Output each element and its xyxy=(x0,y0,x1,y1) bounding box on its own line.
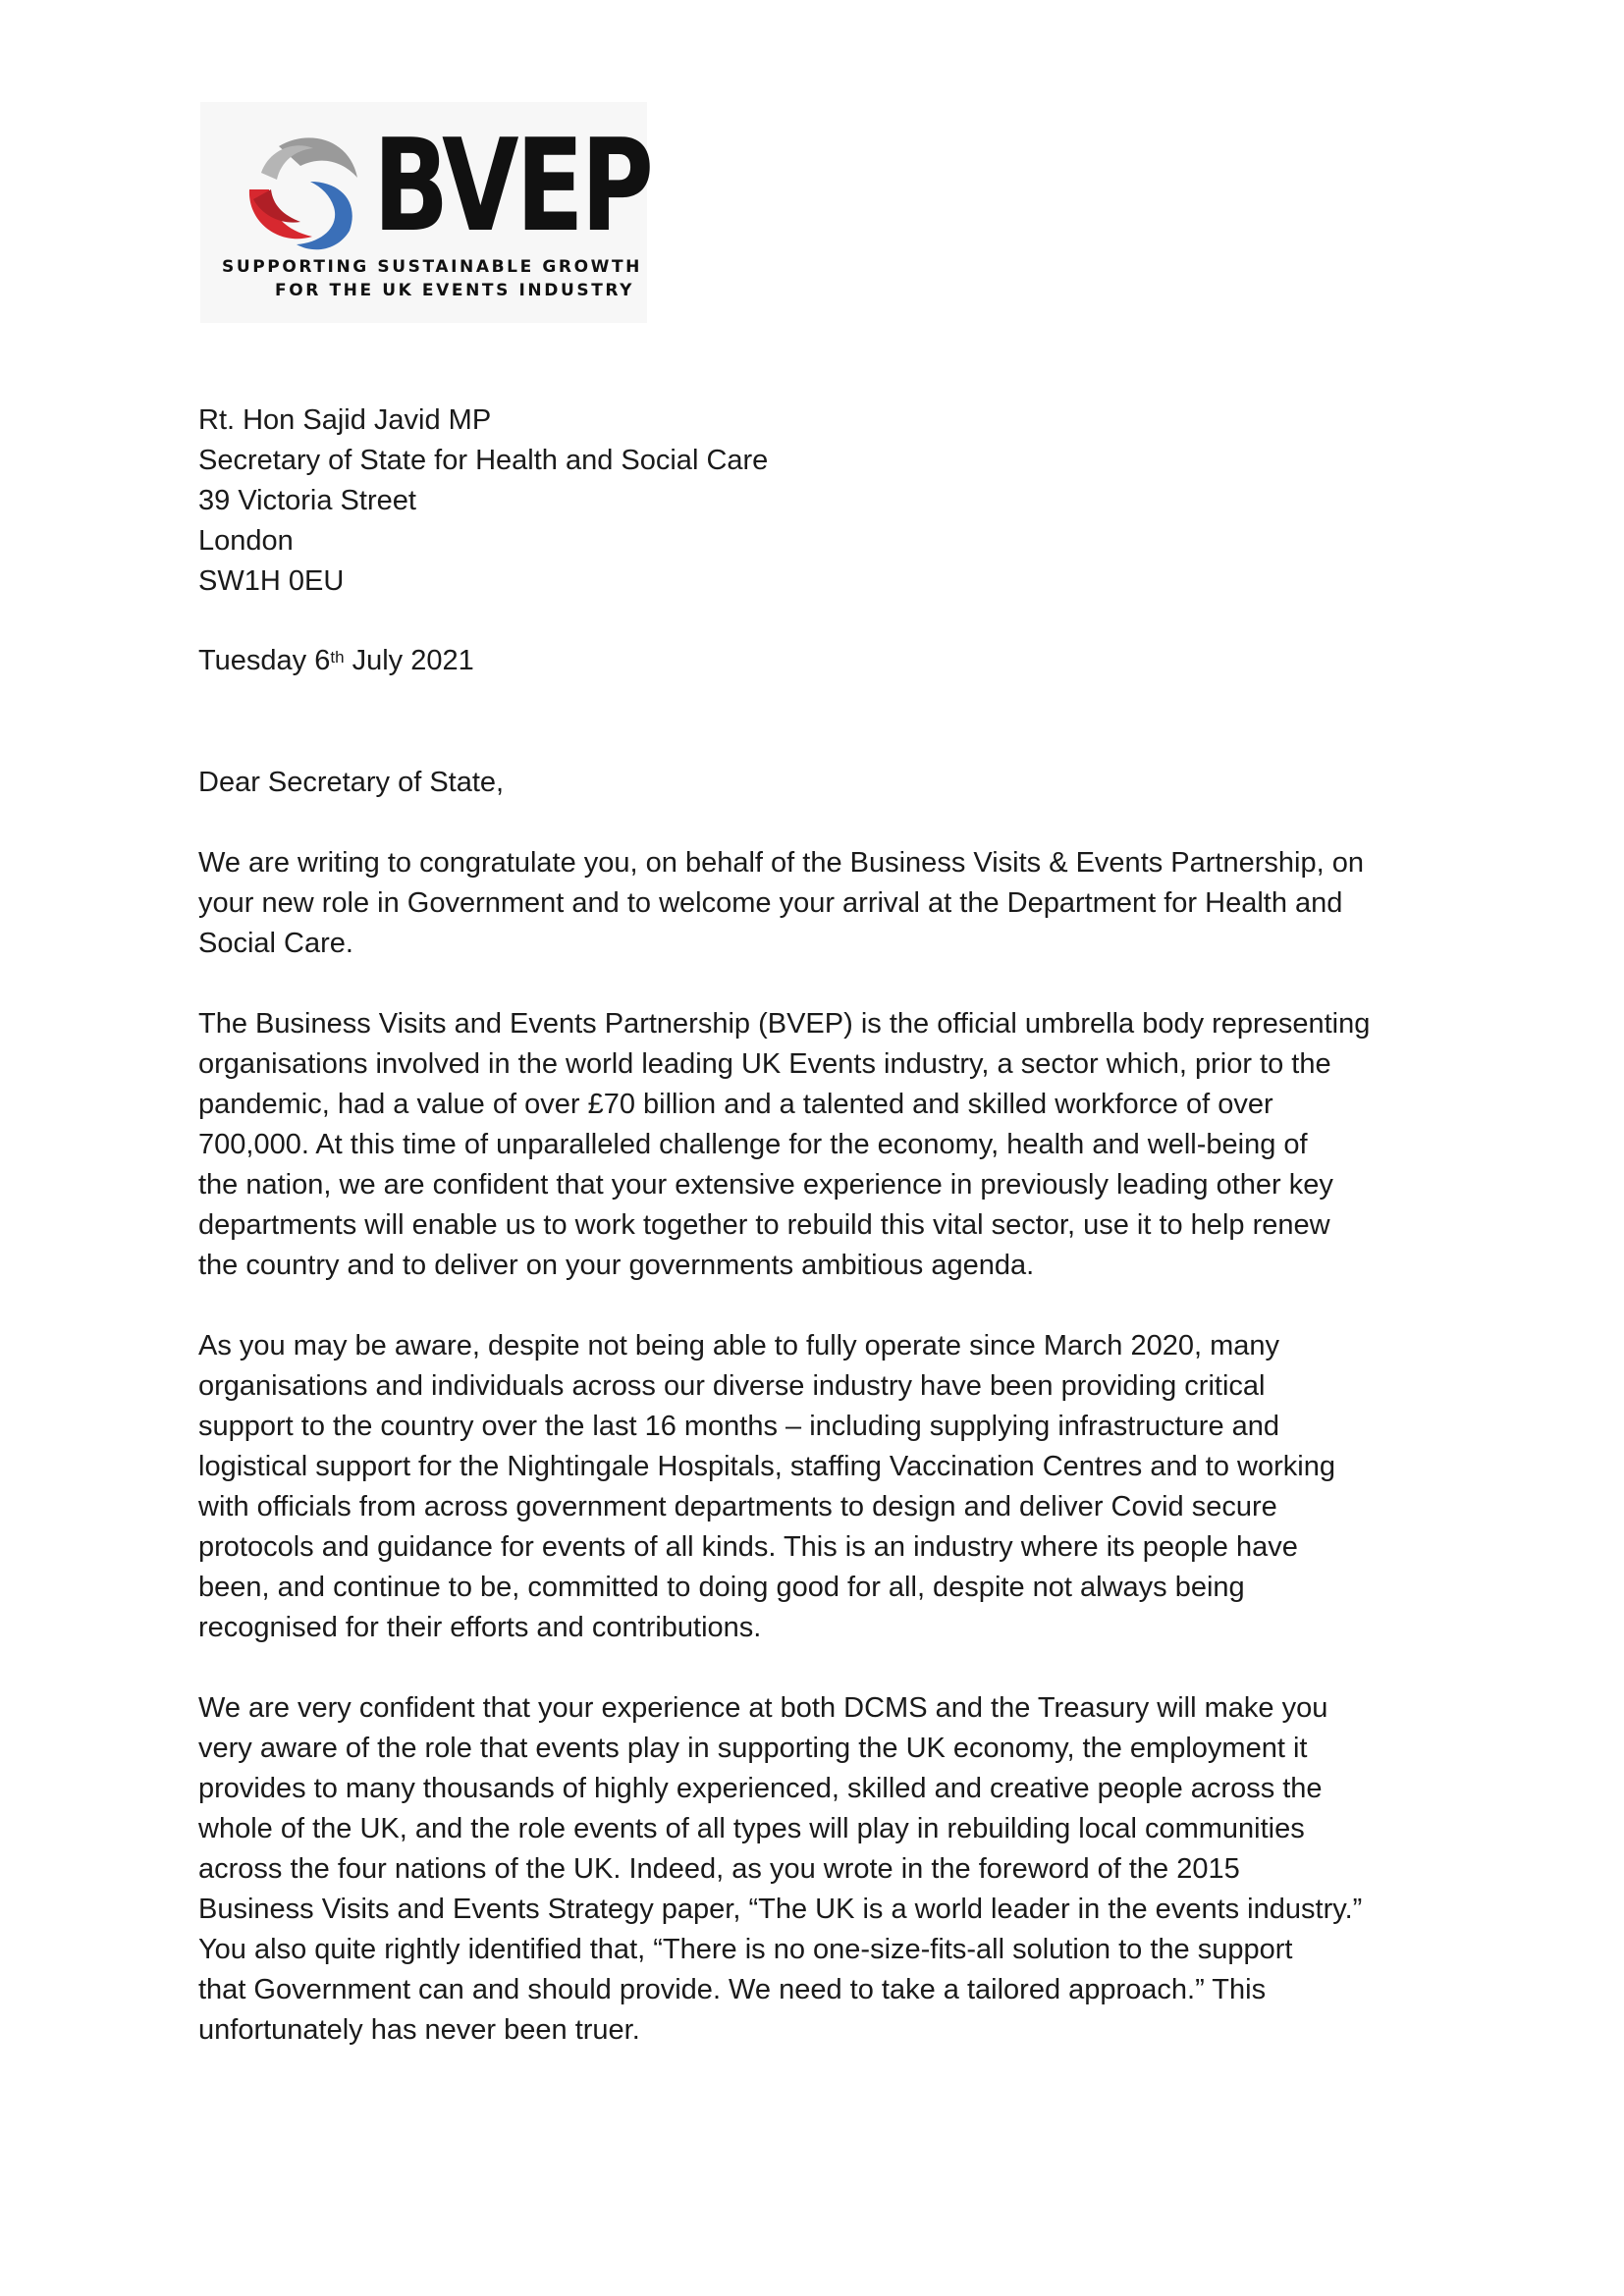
paragraph-line: organisations involved in the world leading UK Events industry, a sector which, prior to the xyxy=(198,1048,1331,1080)
paragraph-line: Social Care. xyxy=(198,928,353,959)
letter-date xyxy=(198,641,474,681)
paragraph-line: protocols and guidance for events of all kinds. This is an industry where its people have xyxy=(198,1531,1298,1563)
salutation: Dear Secretary of State, xyxy=(198,767,505,798)
recipient-name: Rt. Hon Sajid Javid MP xyxy=(198,404,492,436)
paragraph-line: You also quite rightly identified that, “There is no one-size-fits-all solution to the support xyxy=(198,1934,1293,1965)
paragraph-line: the country and to deliver on your governments ambitious agenda. xyxy=(198,1250,1035,1281)
paragraph-line: whole of the UK, and the role events of all types will play in rebuilding local communities xyxy=(198,1813,1305,1844)
paragraph-4 xyxy=(198,1688,1445,2051)
date-day: Tuesday 6 xyxy=(198,645,331,676)
paragraph-line: provides to many thousands of highly experienced, skilled and creative people across the xyxy=(198,1773,1323,1804)
recipient-title: Secretary of State for Health and Social Care xyxy=(198,445,769,476)
logo-wordmark: BVEP xyxy=(373,111,651,260)
paragraph-line: 700,000. At this time of unparalleled challenge for the economy, health and well-being of xyxy=(198,1129,1308,1160)
paragraph-line: the nation, we are confident that your extensive experience in previously leading other key xyxy=(198,1169,1333,1201)
paragraph-line: Business Visits and Events Strategy paper, “The UK is a world leader in the events industry.” xyxy=(198,1894,1363,1925)
paragraph-line: We are very confident that your experience at both DCMS and the Treasury will make you xyxy=(198,1692,1328,1724)
bvep-logo xyxy=(200,102,651,323)
paragraph-line: pandemic, had a value of over £70 billion and a talented and skilled workforce of over xyxy=(198,1089,1273,1120)
paragraph-line: very aware of the role that events play in supporting the UK economy, the employment it xyxy=(198,1733,1308,1764)
recipient-postcode: SW1H 0EU xyxy=(198,565,345,597)
paragraph-line: logistical support for the Nightingale Hospitals, staffing Vaccination Centres and to working xyxy=(198,1451,1335,1482)
paragraph-3 xyxy=(198,1326,1445,1648)
logo-tagline-line-2: FOR THE UK EVENTS INDUSTRY xyxy=(275,281,635,300)
paragraph-line: organisations and individuals across our diverse industry have been providing critical xyxy=(198,1370,1266,1402)
paragraph-line: departments will enable us to work together to rebuild this vital sector, use it to help renew xyxy=(198,1209,1330,1241)
date-month-year: July 2021 xyxy=(344,645,474,676)
date-ordinal-suffix: th xyxy=(330,648,345,667)
paragraph-line: with officials from across government departments to design and deliver Covid secure xyxy=(198,1491,1277,1522)
paragraph-line: The Business Visits and Events Partnership (BVEP) is the official umbrella body representing xyxy=(198,1008,1371,1040)
paragraph-line: recognised for their efforts and contributions. xyxy=(198,1612,762,1643)
recipient-city: London xyxy=(198,525,294,557)
paragraph-2 xyxy=(198,1004,1445,1286)
logo-tagline-line-1: SUPPORTING SUSTAINABLE GROWTH xyxy=(222,257,642,277)
recipient-street: 39 Victoria Street xyxy=(198,485,416,516)
paragraph-line: your new role in Government and to welcome your arrival at the Department for Health and xyxy=(198,887,1343,919)
paragraph-line: support to the country over the last 16 months – including supplying infrastructure and xyxy=(198,1411,1280,1442)
paragraph-line: unfortunately has never been truer. xyxy=(198,2014,640,2046)
paragraph-line: across the four nations of the UK. Indeed, as you wrote in the foreword of the 2015 xyxy=(198,1853,1240,1885)
swirl-icon xyxy=(240,129,367,256)
paragraph-line: that Government can and should provide. We need to take a tailored approach.” This xyxy=(198,1974,1267,2005)
paragraph-line: been, and continue to be, committed to doing good for all, despite not always being xyxy=(198,1572,1245,1603)
paragraph-line: As you may be aware, despite not being able to fully operate since March 2020, many xyxy=(198,1330,1280,1362)
paragraph-line: We are writing to congratulate you, on behalf of the Business Visits & Events Partnership, on xyxy=(198,847,1364,879)
paragraph-1 xyxy=(198,843,1445,964)
